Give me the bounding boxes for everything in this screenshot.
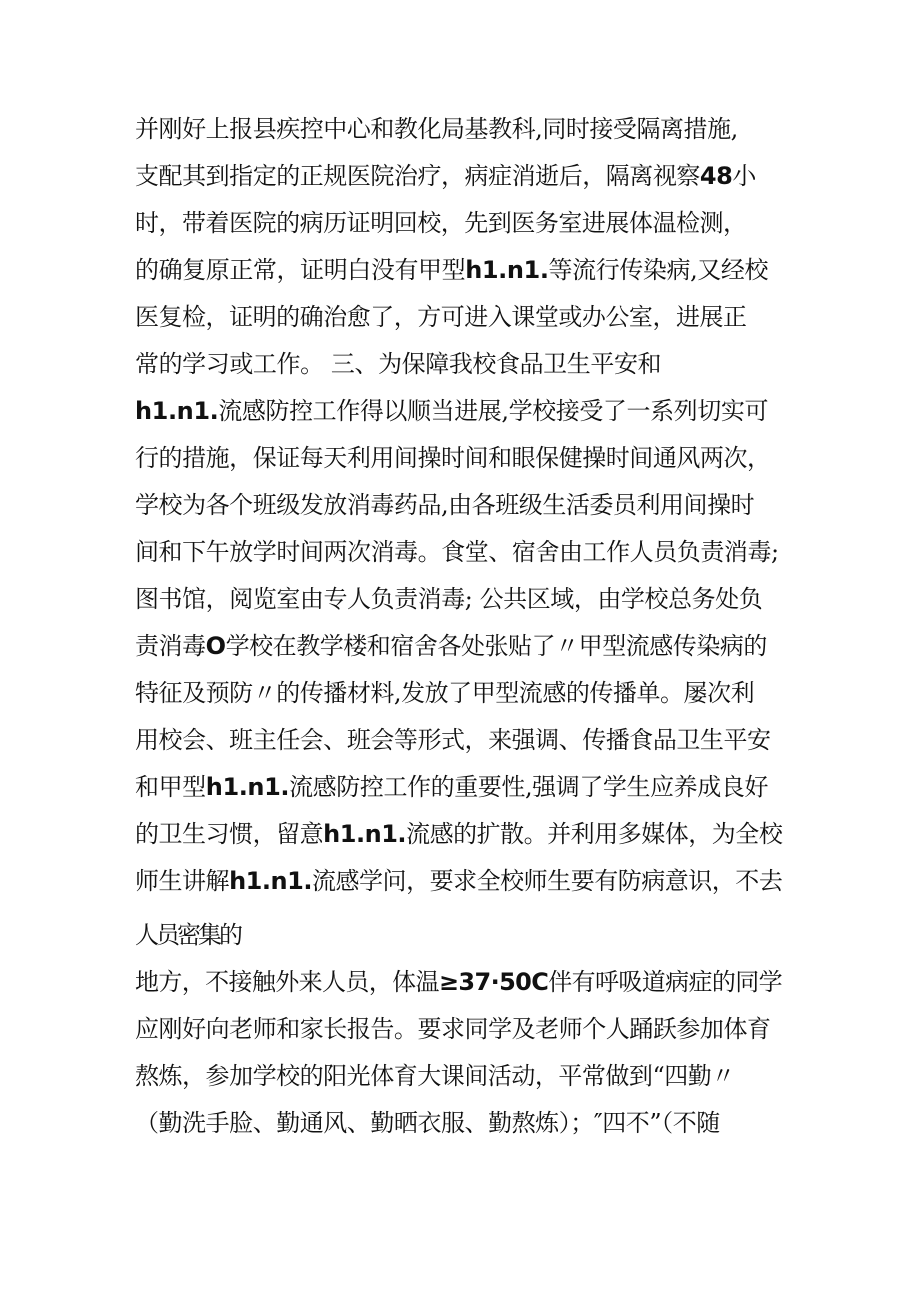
- text-run: 支配其到指定的正规医院治疗，病症消逝后，隔离视察: [135, 162, 700, 190]
- text-run: 流感的扩散。并利用多媒体，为全校: [406, 820, 783, 848]
- text-line: [135, 623, 795, 670]
- text-run: 流感防控工作的重要性,强调了学生应养成良好: [289, 773, 769, 801]
- text-line: [135, 388, 795, 435]
- text-run: 师生讲解: [135, 867, 230, 895]
- text-line: [135, 1006, 795, 1053]
- text-run: 应刚好向老师和家长报告。要求同学及老师个人踊跃参加体育: [135, 1015, 771, 1043]
- text-line: [135, 717, 795, 764]
- text-run: 小: [732, 162, 756, 190]
- text-run: 和甲型: [135, 773, 206, 801]
- bold-text-run: 48: [699, 162, 733, 190]
- text-run: 的卫生习惯，留意: [135, 820, 324, 848]
- text-line: [135, 294, 795, 341]
- body-text: [135, 106, 795, 1147]
- bold-text-run: h1.n1.: [465, 256, 549, 284]
- text-run: 流感防控工作得以顺当进展,学校接受了一系列切实可: [218, 397, 769, 425]
- bold-text-run: h1.n1.: [135, 397, 219, 425]
- text-line: [135, 482, 795, 529]
- text-line: [135, 106, 795, 153]
- text-run: 熬炼，参加学校的阳光体育大课间活动，平常做到“四勤〃: [135, 1062, 735, 1090]
- text-line: [135, 764, 795, 811]
- text-run: 学校在教学楼和宿舍各处张贴了〃甲型流感传染病的: [225, 632, 767, 660]
- text-line: [135, 1053, 795, 1100]
- bold-text-run: ≥37·50C: [438, 968, 549, 996]
- text-line: [135, 341, 795, 388]
- text-run: 伴有呼吸道病症的同学: [548, 968, 783, 996]
- text-run: 并刚好上报县疾控中心和教化局基教科,同时接受隔离措施,: [135, 115, 738, 143]
- text-run: 常的学习或工作。 三、为保障我校食品卫生平安和: [135, 350, 662, 378]
- text-line: [135, 153, 795, 200]
- text-run: 医复检，证明的确治愈了，方可进入课堂或办公室，进展正: [135, 303, 747, 331]
- bold-text-run: h1.n1.: [323, 820, 407, 848]
- text-run: 图书馆，阅览室由专人负责消毒; 公共区域，由学校总务处负: [135, 585, 763, 613]
- bold-text-run: h1.n1.: [229, 867, 312, 895]
- bold-text-run: O: [205, 632, 226, 660]
- text-run: 责消毒: [135, 632, 206, 660]
- text-line: [135, 670, 795, 717]
- text-line: [135, 912, 795, 959]
- bold-text-run: h1.n1.: [205, 773, 290, 801]
- text-line: [135, 529, 795, 576]
- text-run: 间和下午放学时间两次消毒。食堂、宿舍由工作人员负责消毒;: [135, 538, 779, 566]
- text-line: [135, 200, 795, 247]
- text-run: 地方，不接触外来人员，体温: [135, 968, 439, 996]
- text-run: 用校会、班主任会、班会等形式，来强调、传播食品卫生平安: [135, 726, 771, 754]
- text-run: 行的措施，保证每天利用间操时间和眼保健操时间通风两次，: [135, 444, 771, 472]
- text-run: 的确复原正常，证明白没有甲型: [135, 256, 466, 284]
- text-run: 等流行传染病,又经校: [548, 256, 769, 284]
- text-run: 流感学问，要求全校师生要有防病意识，不去: [312, 867, 783, 895]
- text-line: [135, 858, 795, 905]
- text-line: [135, 435, 795, 482]
- text-line: [135, 247, 795, 294]
- text-run: 学校为各个班级发放消毒药品,由各班级生活委员利用间操时: [135, 491, 755, 519]
- text-line: [135, 576, 795, 623]
- text-run: （勤洗手脸、勤通风、勤晒衣服、勤熬炼）；″四不”（不随: [135, 1109, 720, 1137]
- text-line: [135, 811, 795, 858]
- text-line: [135, 959, 795, 1006]
- text-run: 人员密集的: [135, 921, 240, 949]
- text-run: 特征及预防〃的传播材料,发放了甲型流感的传播单。屡次利: [135, 679, 755, 707]
- text-run: 时，带着医院的病历证明回校，先到医务室进展体温检测，: [135, 209, 747, 237]
- text-line: [135, 1100, 795, 1147]
